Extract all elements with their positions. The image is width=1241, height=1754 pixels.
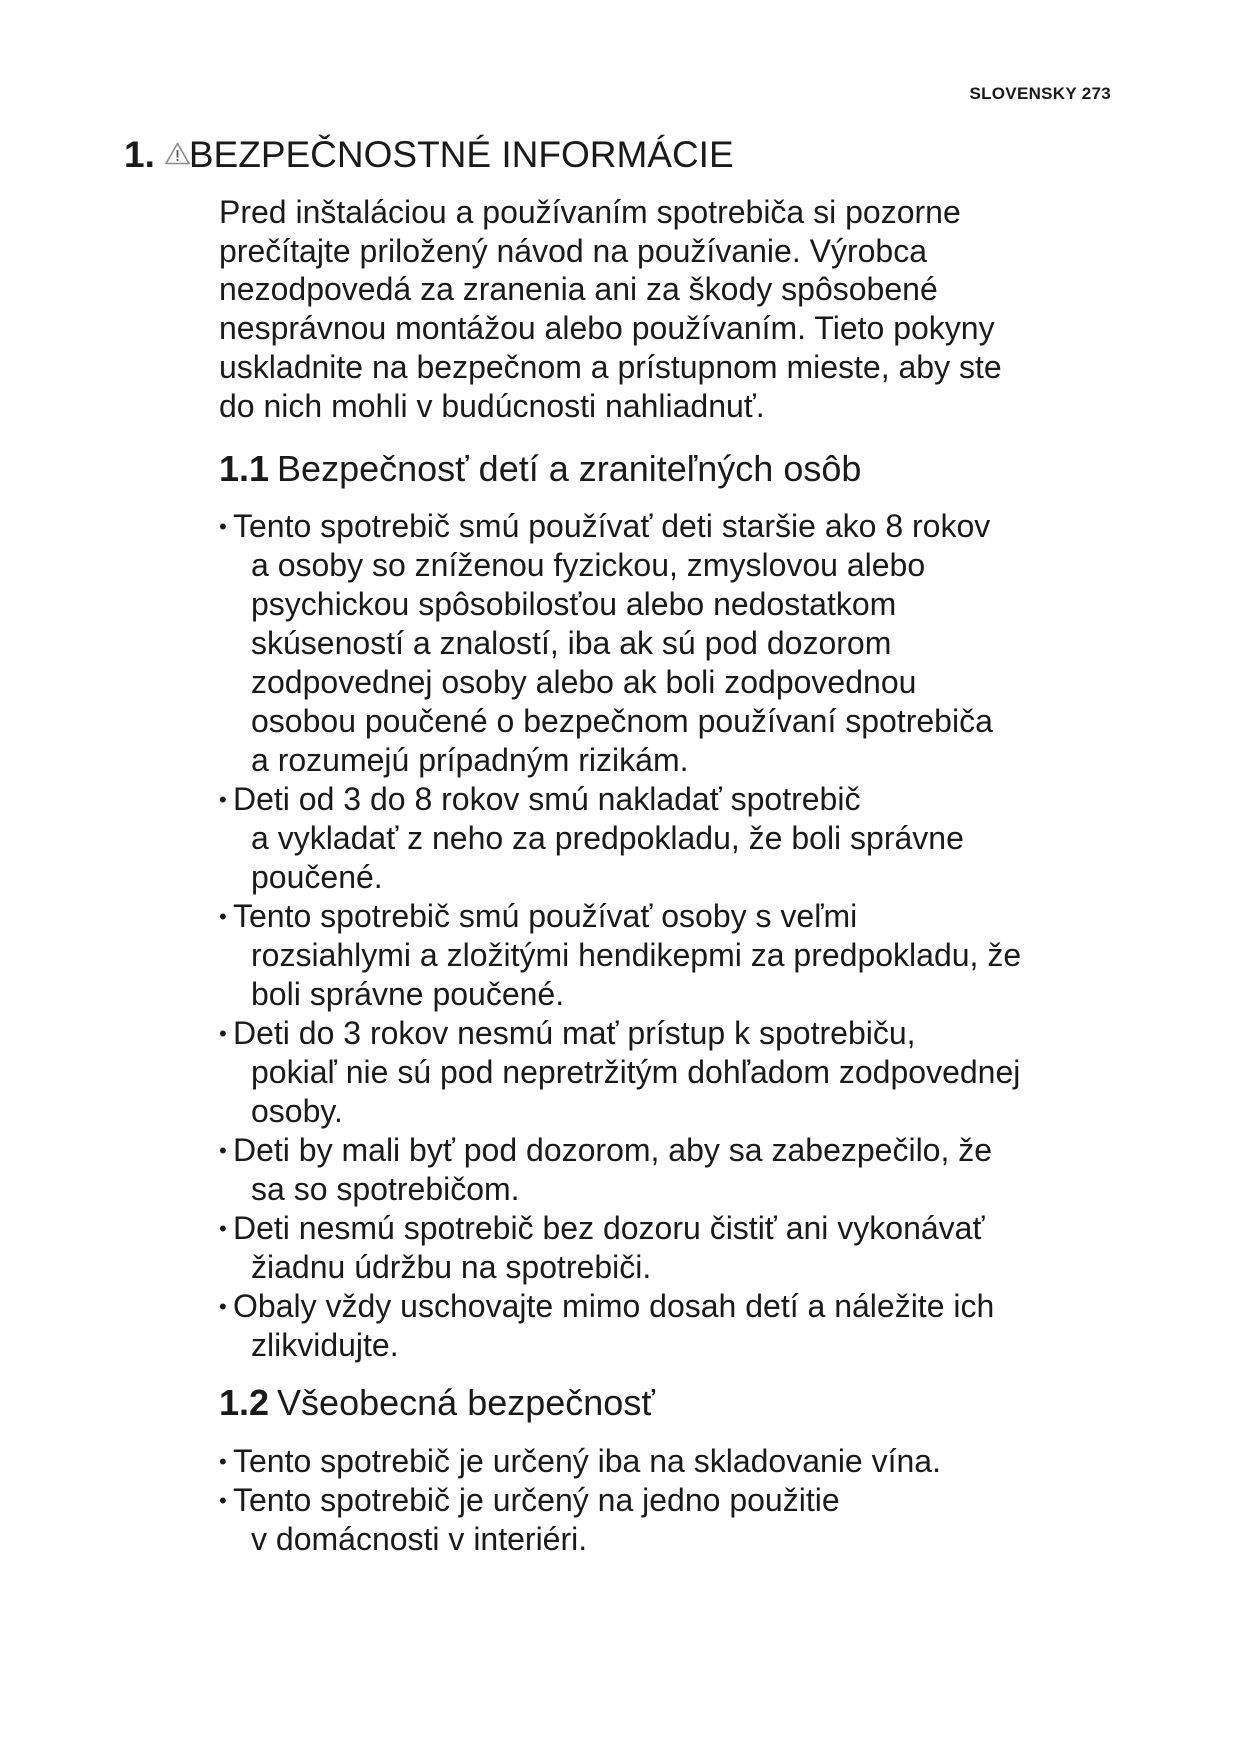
section-number: 1. xyxy=(124,134,155,175)
intro-line: Pred inštaláciou a používaním spotrebiča si pozorne xyxy=(219,194,961,230)
list-item-line: žiadnu údržbu na spotrebiči. xyxy=(251,1249,652,1285)
bullet-icon: • xyxy=(219,1021,227,1046)
list-item-line: Tento spotrebič smú používať osoby s veľmi xyxy=(233,898,858,934)
list-item-line: skúseností a znalostí, iba ak sú pod dozorom xyxy=(251,625,892,661)
list-item-line: pokiaľ nie sú pod nepretržitým dohľadom zodpovednej xyxy=(251,1054,1021,1090)
warning-triangle-icon xyxy=(165,131,190,154)
bullet-icon: • xyxy=(219,1449,227,1474)
intro-paragraph xyxy=(219,193,1119,425)
subsection-1-number: 1.1 xyxy=(219,448,270,489)
list-item-line: osoby. xyxy=(251,1093,343,1129)
section-title xyxy=(124,131,734,177)
list-item-line: rozsiahlymi a zložitými hendikepmi za predpokladu, že xyxy=(251,937,1022,973)
list-item xyxy=(219,897,1139,1014)
bullet-icon: • xyxy=(219,1216,227,1241)
list-item xyxy=(219,507,1139,780)
bullet-icon: • xyxy=(219,514,227,539)
page-label: SLOVENSKY 273 xyxy=(969,84,1111,103)
list-item-line: Tento spotrebič je určený na jedno použitie xyxy=(233,1482,840,1518)
bullet-icon: • xyxy=(219,1138,227,1163)
section-heading: BEZPEČNOSTNÉ INFORMÁCIE xyxy=(188,134,734,175)
list-item xyxy=(219,1131,1139,1209)
list-item xyxy=(219,1287,1139,1365)
list-item xyxy=(219,1014,1139,1131)
list-item xyxy=(219,1209,1139,1287)
list-item-line: osobou poučené o bezpečnom používaní spotrebiča xyxy=(251,703,993,739)
list-item-line: v domácnosti v interiéri. xyxy=(251,1521,588,1557)
subsection-2-number: 1.2 xyxy=(219,1382,270,1423)
bullet-icon: • xyxy=(219,1294,227,1319)
intro-line: nesprávnou montážou alebo používaním. Tieto pokyny xyxy=(219,310,995,347)
bullet-icon: • xyxy=(219,1488,227,1513)
list-item-line: Deti do 3 rokov nesmú mať prístup k spotrebiču, xyxy=(233,1015,916,1051)
list-item xyxy=(219,1442,1139,1481)
page-header xyxy=(0,84,1111,104)
intro-line: do nich mohli v budúcnosti nahliadnuť. xyxy=(219,387,765,424)
subsection-1-title xyxy=(219,447,861,491)
subsection-2-heading: Všeobecná bezpečnosť xyxy=(277,1382,655,1423)
list-item-line: Tento spotrebič smú používať deti staršie ako 8 rokov xyxy=(233,508,991,544)
list-item-line: a osoby so zníženou fyzickou, zmyslovou alebo xyxy=(251,547,926,583)
list-item-line: sa so spotrebičom. xyxy=(251,1171,520,1207)
list-item-line: Obaly vždy uschovajte mimo dosah detí a náležite ich xyxy=(233,1288,995,1324)
list-item-line: Deti od 3 do 8 rokov smú nakladať spotrebič xyxy=(233,781,861,817)
list-item-line: Deti by mali byť pod dozorom, aby sa zabezpečilo, že xyxy=(233,1132,993,1168)
list-item-line: zlikvidujte. xyxy=(251,1327,399,1363)
subsection-1-heading: Bezpečnosť detí a zraniteľných osôb xyxy=(277,448,862,489)
subsection-2-list xyxy=(219,1442,1139,1559)
list-item-line: zodpovednej osoby alebo ak boli zodpovednou xyxy=(251,664,917,700)
list-item xyxy=(219,1481,1139,1559)
intro-line: nezodpovedá za zranenia ani za škody spôsobené xyxy=(219,271,938,308)
list-item-line: Tento spotrebič je určený iba na skladovanie vína. xyxy=(233,1443,941,1479)
intro-line: prečítajte priložený návod na používanie. Výrobca xyxy=(219,232,927,269)
list-item-line: a vykladať z neho za predpokladu, že boli správne xyxy=(251,820,964,856)
intro-line: uskladnite na bezpečnom a prístupnom mieste, aby ste xyxy=(219,348,1002,385)
subsection-2-title xyxy=(219,1381,655,1425)
list-item xyxy=(219,780,1139,897)
list-item-line: poučené. xyxy=(251,859,383,895)
subsection-1-list xyxy=(219,507,1139,1365)
list-item-line: Deti nesmú spotrebič bez dozoru čistiť ani vykonávať xyxy=(233,1210,985,1246)
list-item-line: psychickou spôsobilosťou alebo nedostatkom xyxy=(251,586,897,622)
bullet-icon: • xyxy=(219,787,227,812)
bullet-icon: • xyxy=(219,904,227,929)
list-item-line: boli správne poučené. xyxy=(251,976,565,1012)
list-item-line: a rozumejú prípadným rizikám. xyxy=(251,742,689,778)
